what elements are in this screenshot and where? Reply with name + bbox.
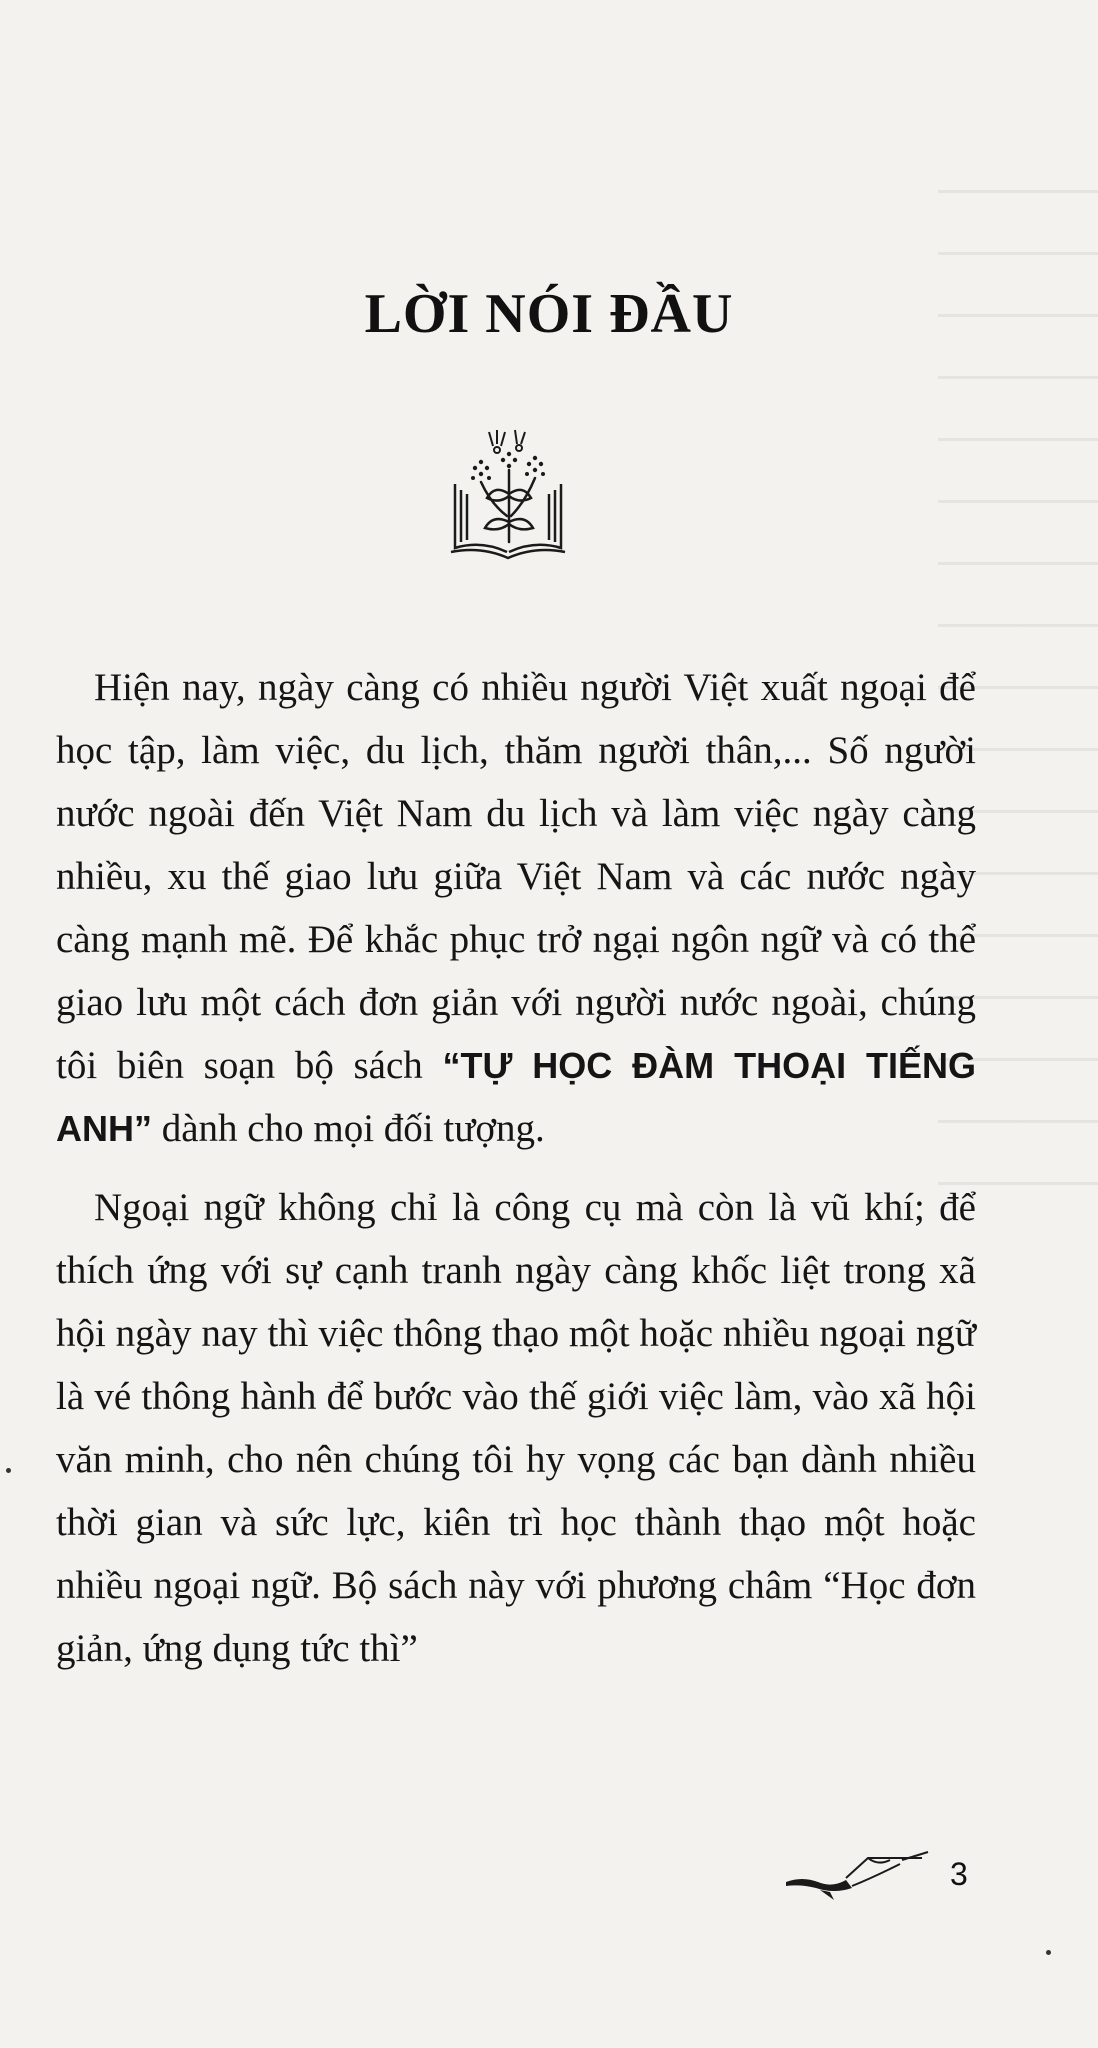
book-flower-ornament-icon xyxy=(445,424,571,564)
paragraph-1 xyxy=(56,656,976,1160)
paragraph-2: Ngoại ngữ không chỉ là công cụ mà còn là vũ khí; để thích ứng với sự cạnh tranh ngày càng khốc liệt trong xã hội ngày nay thì việc thông thạo một hoặc nhiều ngoại ngữ là vé thông hành để bước vào thế giới việc làm, vào xã hội văn minh, cho nên chúng tôi hy vọng các bạn dành nhiều thời gian và sức lực, kiên trì học thành thạo một hoặc nhiều ngoại ngữ. Bộ sách này với phương châm “Học đơn giản, ứng dụng tức thì” xyxy=(56,1186,976,1670)
body-text xyxy=(56,656,976,1680)
paragraph-1-text: Hiện nay, ngày càng có nhiều người Việt xuất ngoại để học tập, làm việc, du lịch, thăm người thân,... Số người nước ngoài đến Việt Nam du lịch và làm việc ngày càng nhiều, xu thế giao lưu giữa Việt Nam và các nước ngày càng mạnh mẽ. Để khắc phục trở ngại ngôn ngữ và có thể giao lưu một cách đơn giản với người nước ngoài, chúng tôi biên soạn bộ sách xyxy=(56,666,976,1087)
book-title-emphasis: “TỰ HỌC ĐÀM THOẠI TIẾNG ANH” xyxy=(56,1045,976,1149)
paper-speck xyxy=(6,1468,11,1473)
page-title: LỜI NÓI ĐẦU xyxy=(364,283,734,345)
paragraph-1-ending: dành cho mọi đối tượng. xyxy=(152,1107,545,1150)
paper-speck xyxy=(1046,1950,1051,1955)
pen-flourish-ornament-icon xyxy=(782,1848,932,1904)
page-number: 3 xyxy=(950,1856,968,1892)
